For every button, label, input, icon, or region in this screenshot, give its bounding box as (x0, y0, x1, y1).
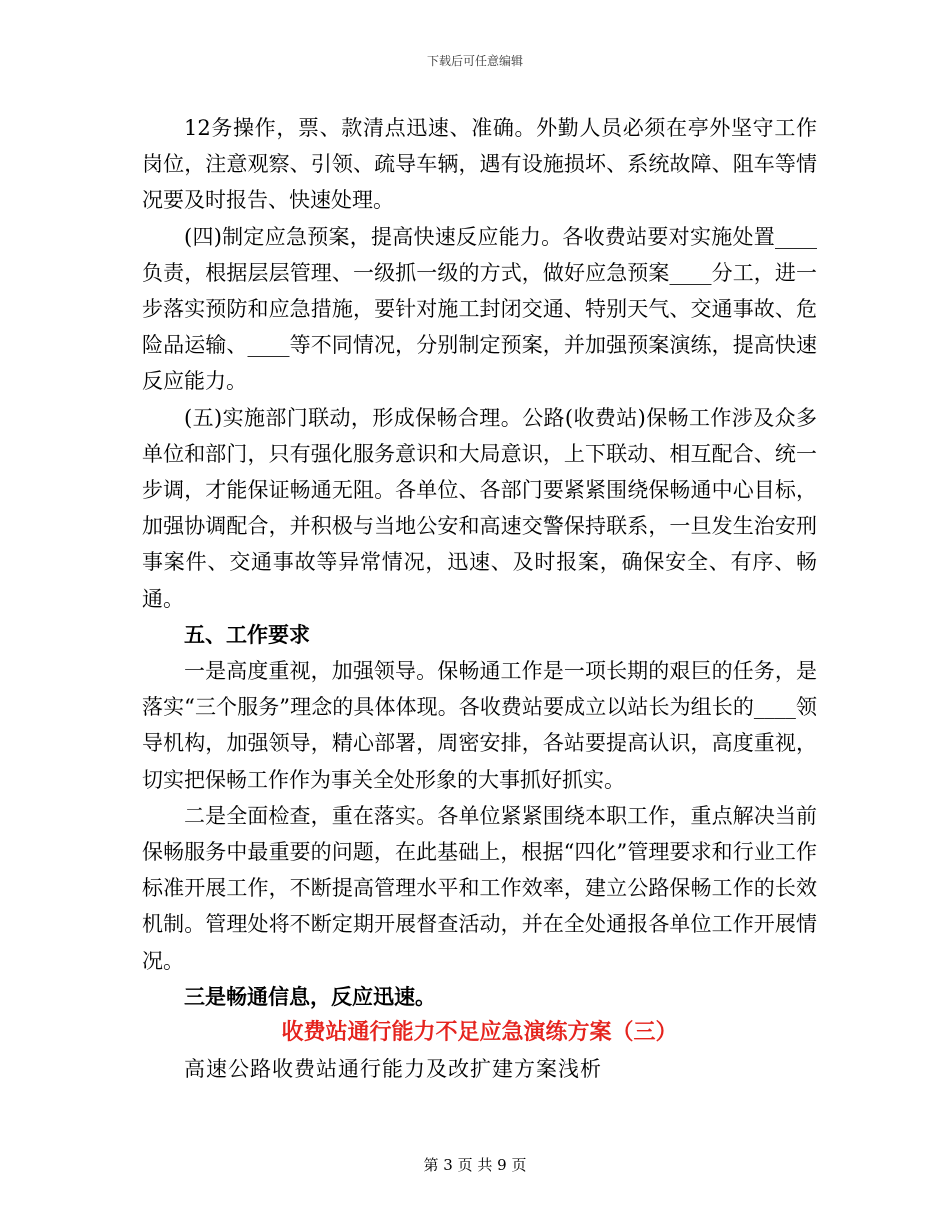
document-section-title: 收费站通行能力不足应急演练方案（三） (281, 1020, 678, 1046)
paragraph-department-linkage: (五)实施部门联动，形成保畅合理。公路(收费站)保畅工作涉及众多单位和部门，只有强化服务意识和大局意识，上下联动、相互配合、统一步调，才能保证畅通无阻。各单位、各部门要紧紧围绕保畅通中心目标，加强协调配合，并积极与当地公安和高速交警保持联系，一旦发生治安刑事案件、交通事故等异常情况，迅速、及时报案，确保安全、有序、畅通。 (142, 405, 817, 611)
paragraph-requirement-three: 三是畅通信息，反应迅速。 (184, 983, 436, 1009)
paragraph-emergency-plan: (四)制定应急预案，提高快速反应能力。各收费站要对实施处置____负责，根据层层管理、一级抓一级的方式，做好应急预案____分工，进一步落实预防和应急措施，要针对施工封闭交通、特别天气、交通事故、危险品运输、____等不同情况，分别制定预案，并加强预案演练，提高快速反应能力。 (142, 224, 817, 394)
paragraph-requirement-one: 一是高度重视，加强领导。保畅通工作是一项长期的艰巨的任务，是落实“三个服务”理念的具体体现。各收费站要成立以站长为组长的____领导机构，加强领导，精心部署，周密安排，各站要提高认识，高度重视，切实把保畅工作作为事关全处形象的大事抓好抓实。 (142, 659, 817, 792)
page-footer: 第 3 页 共 9 页 (423, 1156, 527, 1174)
document-body (142, 110, 817, 1087)
document-subtitle: 高速公路收费站通行能力及改扩建方案浅析 (184, 1057, 602, 1082)
page-header: 下载后可任意编辑 (426, 54, 523, 68)
section-heading-work-requirements: 五、工作要求 (184, 621, 310, 647)
paragraph-requirement-two: 二是全面检查，重在落实。各单位紧紧围绕本职工作，重点解决当前保畅服务中最重要的问题，在此基础上，根据“四化”管理要求和行业工作标准开展工作，不断提高管理水平和工作效率，建立公路保畅工作的长效机制。管理处将不断定期开展督查活动，并在全处通报各单位工作开展情况。 (142, 803, 817, 973)
paragraph-continuation: 12务操作，票、款清点迅速、准确。外勤人员必须在亭外坚守工作岗位，注意观察、引领、疏导车辆，遇有设施损坏、系统故障、阻车等情况要及时报告、快速处理。 (142, 116, 817, 213)
